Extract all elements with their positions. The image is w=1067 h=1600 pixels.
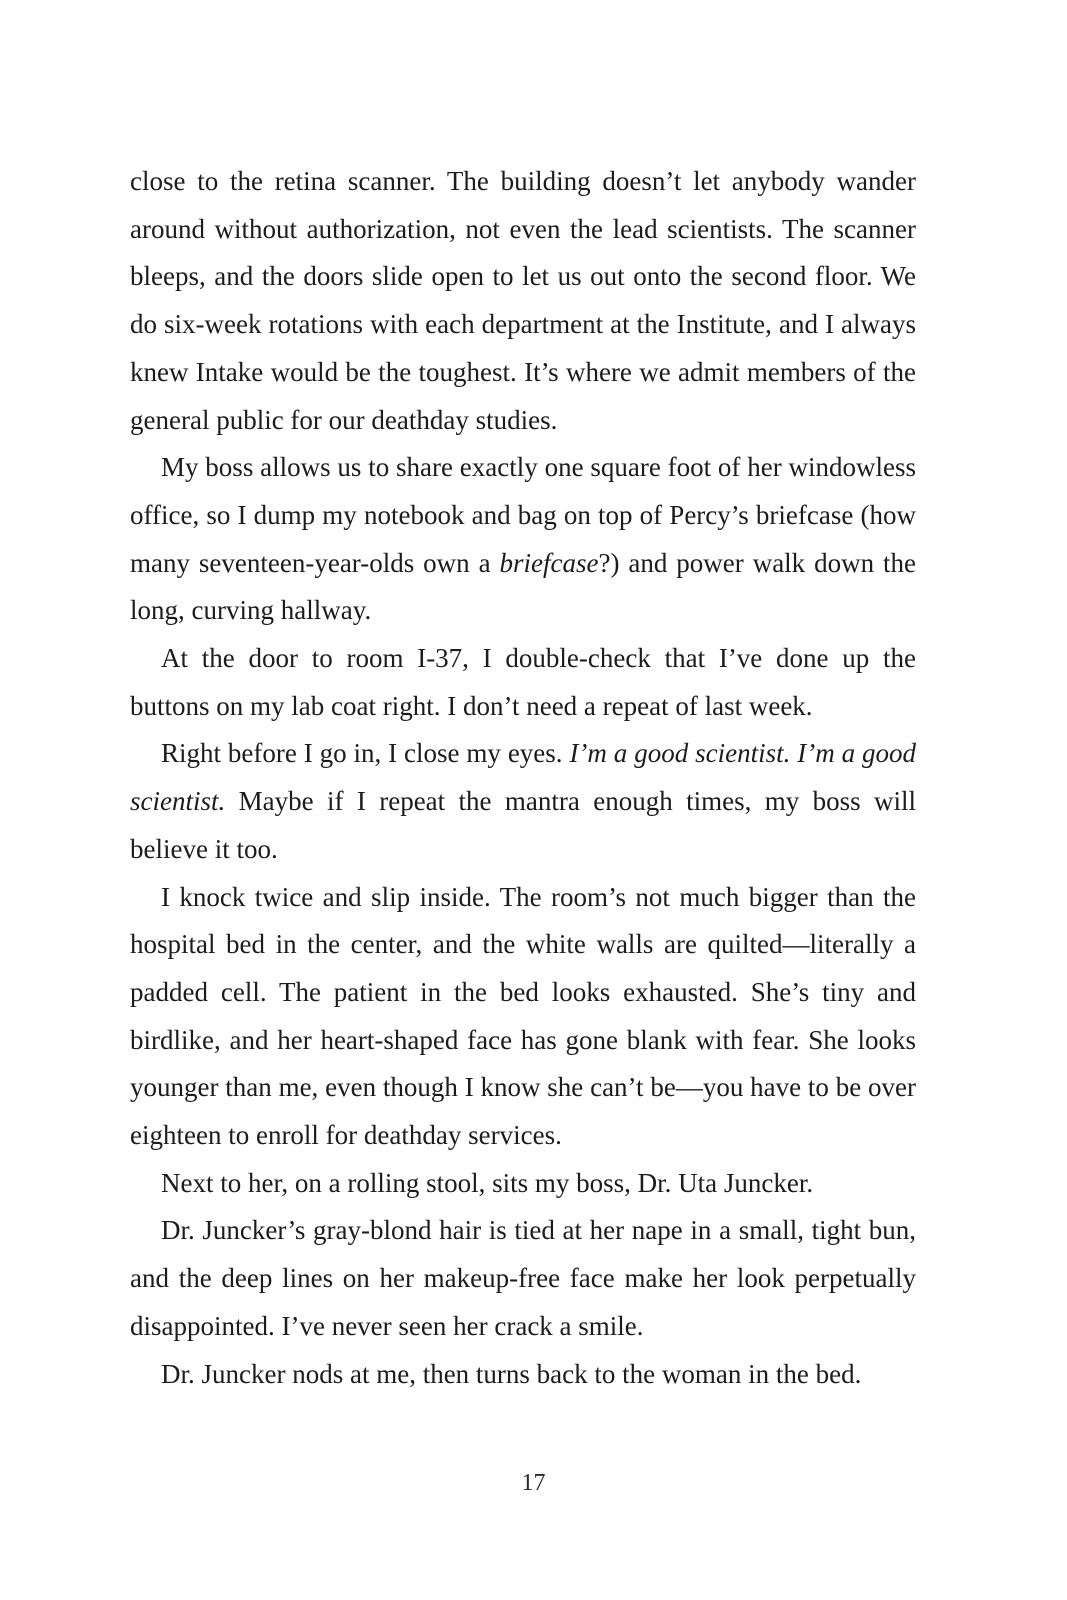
paragraph-text: Next to her, on a rolling stool, sits my boss, Dr. Uta Juncker. [161, 1167, 814, 1198]
paragraph-text: Dr. Juncker’s gray-blond hair is tied at her nape in a small, tight bun, and the deep lines on her makeup-free face make her look perpetually disappointed. I’ve never seen her crack a smile. [130, 1215, 916, 1341]
paragraph-text: I knock twice and slip inside. The room’s not much bigger than the hospital bed in the center, and the white walls are quilted—literally a padded cell. The patient in the bed looks exhausted. She’s tiny and birdlike, and her heart-shaped face has gone blank with fear. She looks younger than me, even though I know she can’t be—you have to be over eighteen to enroll for deathday services. [130, 881, 916, 1151]
paragraph-7 [130, 1207, 916, 1350]
paragraph-text: My boss allows us to share exactly one square foot of her windowless office, so I dump my notebook and bag on top of Percy’s briefcase (how many seventeen-year-olds own a [130, 452, 916, 578]
italic-text: briefcase [499, 547, 599, 578]
paragraph-5 [130, 874, 916, 1160]
body-text [130, 158, 916, 1398]
paragraph-text: At the door to room I-37, I double-check that I’ve done up the buttons on my lab coat right. I don’t need a repeat of last week. [130, 643, 916, 721]
paragraph-2 [130, 444, 916, 635]
paragraph-3 [130, 635, 916, 730]
page-number: 17 [521, 1470, 546, 1496]
paragraph-6 [130, 1160, 916, 1208]
paragraph-text: Maybe if I repeat the mantra enough times, my boss will believe it too. [130, 786, 916, 864]
paragraph-4 [130, 730, 916, 873]
paragraph-text: close to the retina scanner. The building doesn’t let anybody wander around without authorization, not even the lead scientists. The scanner bleeps, and the doors slide open to let us out onto the second floor. We do six-week rotations with each department at the Institute, and I always knew Intake would be the toughest. It’s where we admit members of the general public for our deathday studies. [130, 166, 916, 435]
paragraph-text: Dr. Juncker nods at me, then turns back to the woman in the bed. [161, 1358, 862, 1389]
paragraph-1 [130, 158, 916, 444]
paragraph-text: Right before I go in, I close my eyes. [161, 738, 570, 769]
paragraph-text: ?) and power walk down the long, curving hallway. [130, 547, 917, 626]
italic-mantra: I’m a good scientist. I’m a good scientist. [130, 738, 916, 817]
paragraph-8 [130, 1351, 916, 1399]
